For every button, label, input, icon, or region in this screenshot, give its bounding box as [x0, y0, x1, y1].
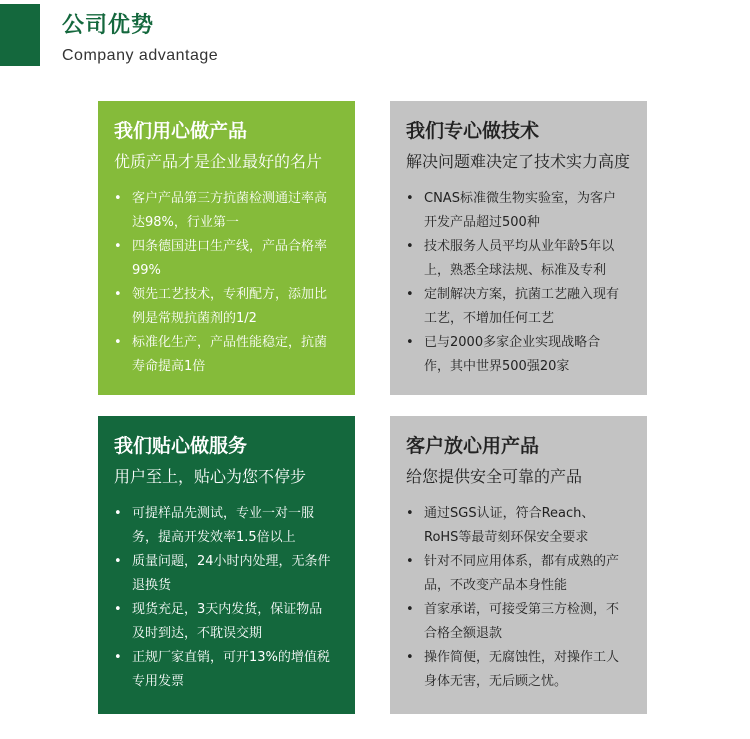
- page-title: 公司优势: [62, 13, 155, 38]
- card-list: [114, 187, 341, 379]
- bullet-icon: •: [114, 650, 122, 665]
- bullet-icon: •: [114, 239, 122, 254]
- bullet-icon: •: [114, 287, 122, 302]
- bullet-icon: •: [406, 335, 414, 350]
- list-item: • 通过SGS认证，符合Reach、RoHS等最苛刻环保安全要求: [406, 502, 633, 550]
- card-subtitle: 解决问题难决定了技术实力高度: [406, 152, 631, 171]
- header-accent-bar: [0, 4, 40, 66]
- advantage-card-technology: [390, 101, 647, 395]
- list-item: • 可提样品先测试，专业一对一服务，提高开发效率1.5倍以上: [114, 502, 341, 550]
- advantage-card-service: [98, 416, 355, 714]
- card-subtitle: 用户至上，贴心为您不停步: [114, 467, 307, 486]
- advantage-card-product: [98, 101, 355, 395]
- list-item: • 现货充足，3天内发货，保证物品及时到达，不耽误交期: [114, 598, 341, 646]
- advantage-card-trust: [390, 416, 647, 714]
- bullet-icon: •: [406, 239, 414, 254]
- card-title: 我们专心做技术: [406, 120, 540, 142]
- list-item: • 正规厂家直销，可开13%的增值税专用发票: [114, 646, 341, 694]
- list-item: • 领先工艺技术，专利配方，添加比例是常规抗菌剂的1/2: [114, 283, 341, 331]
- bullet-icon: •: [114, 554, 122, 569]
- bullet-icon: •: [114, 335, 122, 350]
- card-list: [406, 187, 633, 379]
- card-list: [406, 502, 633, 694]
- card-title: 客户放心用产品: [406, 435, 540, 457]
- bullet-icon: •: [406, 287, 414, 302]
- list-item: • 客户产品第三方抗菌检测通过率高达98%，行业第一: [114, 187, 341, 235]
- list-item: • 定制解决方案，抗菌工艺融入现有工艺，不增加任何工艺: [406, 283, 633, 331]
- list-item: • 质量问题，24小时内处理，无条件退换货: [114, 550, 341, 598]
- list-item: • 四条德国进口生产线，产品合格率99%: [114, 235, 341, 283]
- card-title: 我们用心做产品: [114, 120, 248, 142]
- list-item: • 针对不同应用体系，都有成熟的产品，不改变产品本身性能: [406, 550, 633, 598]
- bullet-icon: •: [114, 506, 122, 521]
- bullet-icon: •: [406, 191, 414, 206]
- bullet-icon: •: [406, 650, 414, 665]
- list-item: • CNAS标准微生物实验室，为客户开发产品超过500种: [406, 187, 633, 235]
- list-item: • 首家承诺，可接受第三方检测，不合格全额退款: [406, 598, 633, 646]
- card-subtitle: 优质产品才是企业最好的名片: [114, 152, 323, 171]
- bullet-icon: •: [114, 602, 122, 617]
- card-list: [114, 502, 341, 694]
- bullet-icon: •: [406, 602, 414, 617]
- card-title: 我们贴心做服务: [114, 435, 248, 457]
- list-item: • 操作简便，无腐蚀性，对操作工人身体无害，无后顾之忧。: [406, 646, 633, 694]
- bullet-icon: •: [114, 191, 122, 206]
- card-subtitle: 给您提供安全可靠的产品: [406, 467, 583, 486]
- list-item: • 标准化生产，产品性能稳定，抗菌寿命提高1倍: [114, 331, 341, 379]
- list-item: • 技术服务人员平均从业年龄5年以上，熟悉全球法规、标准及专利: [406, 235, 633, 283]
- page-subtitle: Company advantage: [62, 47, 219, 64]
- bullet-icon: •: [406, 506, 414, 521]
- list-item: • 已与2000多家企业实现战略合作，其中世界500强20家: [406, 331, 633, 379]
- bullet-icon: •: [406, 554, 414, 569]
